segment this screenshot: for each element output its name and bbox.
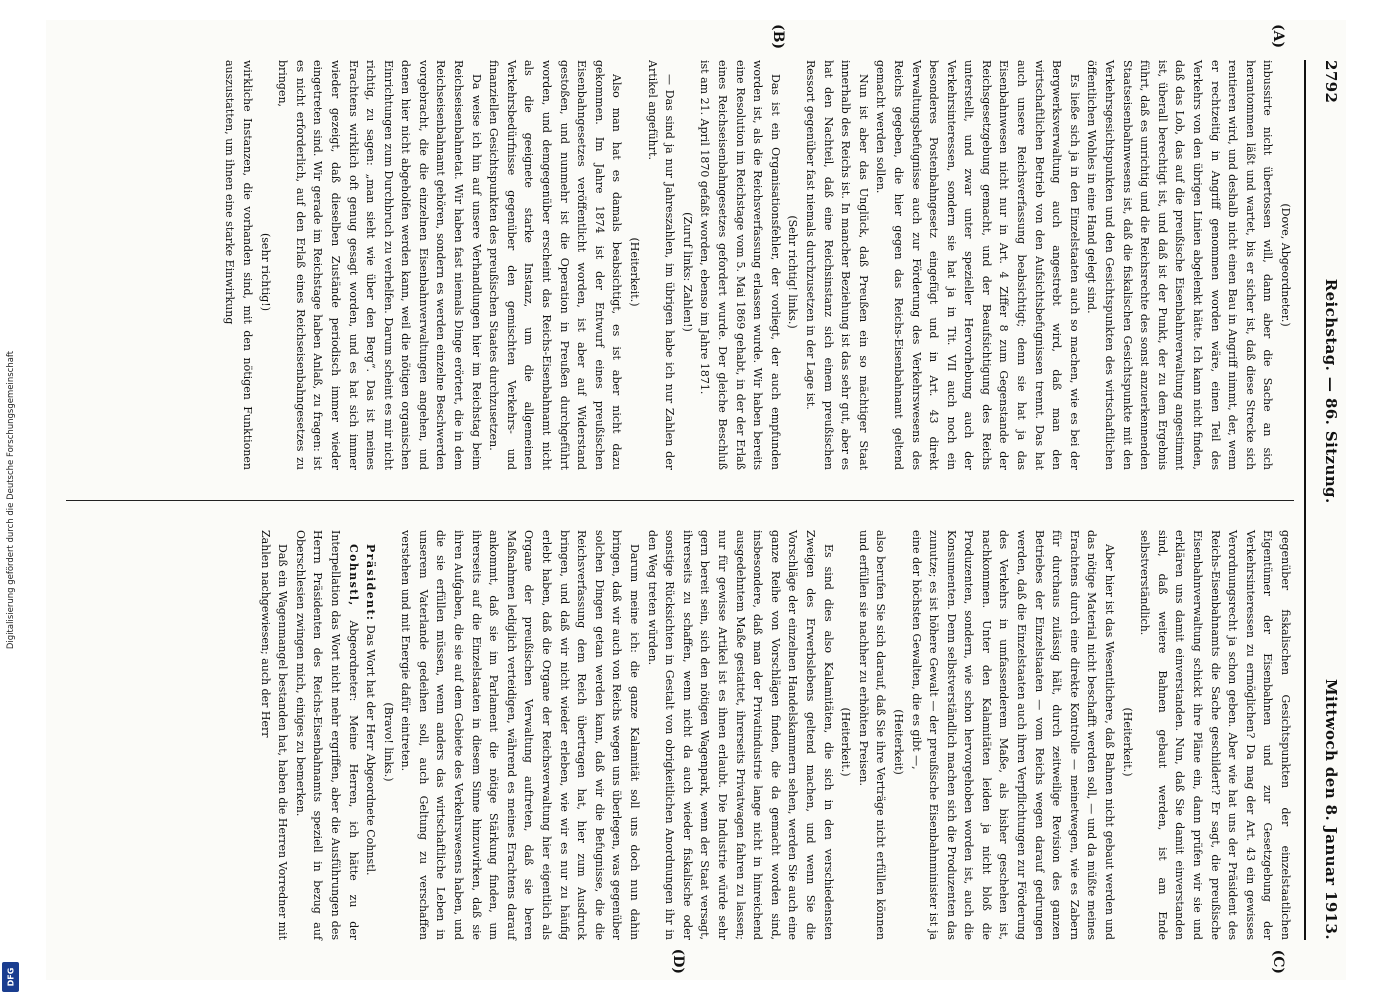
paragraph: — Das sind ja nur Jahreszahlen, im übrigen habe ich nur Zahlen der Artikel angeführt. [645, 60, 677, 470]
speech-paragraph [291, 530, 361, 940]
interjection: (Bravo! links.) [381, 702, 395, 782]
right-column [66, 530, 1294, 940]
interjection: (Heiterkeit) [891, 709, 905, 775]
interjection: (Heiterkeit.) [628, 237, 642, 307]
paragraph: Da weise ich hin auf unsere Verhandlungen hier im Reichstag beim Reichseisenbahnetat. Wir haben fast niemals Dinge erörtert, die in dem Reichseisenbahnamt gehören, sondern es werden einzelne Beschwerden vorgebracht, die die einzelnen Eisenbahnverwaltungen angehen, und denen hier nicht abgeholfen werden kann, weil die nötigen organischen Einrichtungen zum Durchbruch zu verhelfen. Darum scheint es mir nicht richtig, zu sagen: „man sieht wie über den Berg“. Das ist meines Erachtens wirklich oft genug gesagt worden, und es hat sich immer wieder gezeigt, daß dieselben Zustände periodisch immer wieder eingetreten sind. Wir gerade im Reichstage haben Anlaß, zu fragen: ist es nicht erforderlich, auf den Erlaß eines Reichseisenbahngesetzes zu bringen, [276, 60, 483, 470]
paragraph: Es ließe sich ja in den Einzelstaaten auch so machen, wie es bei der Bergwerksverwaltung auch angestrebt wird, daß man den wirtschaftlichen Betrieb von den Aufsichtsbefugnissen trennt. Das hat auch unsere Reichsverfassung beabsichtigt; denn sie hat ja das Eisenbahnwesen nicht nur in Art. 4 Ziffer 8 zum Gegenstande der Reichsgesetzgebung gemacht, und der Beaufsichtigung des Reichs unterstellt, und zwar unter spezieller Hervorhebung auch der Verkehrsinteressen, sondern sie hat ja in Tit. VII auch noch ein besonderes Postenbahngesetz eingefügt und in Art. 43 direkt Verwaltungsbefugnisse auch zur Förderung des Verkehrswesens des Reichs gegeben, die hier gegen das Reichs-Eisenbahnamt geltend gemacht werden sollen. [874, 60, 1081, 470]
speaker-name: Cohnstl, [346, 544, 360, 607]
president-remark [362, 530, 380, 940]
running-title: Reichstag. — 86. Sitzung. [1322, 278, 1340, 504]
paragraph: Aber hier ist das Wesentlichere, daß Bahnen nicht gebaut werden und das nötige Material nicht beschafft werden soll, — und da müßte meines Erachtens durch eine direkte Kontrolle — meinetwegen, wie es Zabern für durchaus zulässig hält, durch zeitweilige Revision des ganzen Betriebes der Einzelstaaten — vom Reichs wegen darauf gedrungen werden, daß die Einzelstaaten auch ihren Verpflichtungen zur Förderung des Verkehrs in umfassenderem Maße, als bisher geschehen ist, nachkommen. Unter den Kalamitäten leiden ja nicht bloß die Produzenten, sondern, wie schon hervorgehoben worden ist, auch die Konsumenten. Denn selbstverständlich machen sich die Produzenten das zunutze; es ist höhere Gewalt — der preußische Eisenbahnminister ist ja eine der höchsten Gewalten, die es gibt —, [909, 530, 1117, 940]
header-rule [1304, 60, 1306, 940]
margin-letter-c: (C) [1270, 949, 1286, 974]
paragraph: Es sind dies also Kalamitäten, die sich in den verschiedensten Zweigen des Erwerbslebens geltend machen, und wenn Sie die Vorschläge der einzelnen Handelskammern sehen, werden Sie auch eine ganze Reihe von Vorschlägen finden, die da gemacht worden sind, insbesondere, daß man der Privatindustrie lange nicht in hinreichend ausgedehntem Maße gestattet, ihrerseits Privatwagen fahren zu lassen; nur für gewisse Artikel ist es ihnen erlaubt. Die Industrie würde sehr gern bereit sein, sich den nötigen Wagenpark, wenn der Staat versagt, ihrerseits zu schaffen, wenn nicht da auch wieder fiskalische oder sonstige Rücksichten in Gestalt von obrigkeitlichen Anordnungen ihr in den Weg treten würden. [645, 530, 835, 940]
interjection: (sehr richtig!) [258, 233, 272, 311]
paragraph: also berufen Sie sich darauf, daß Sie ihre Verträge nicht erfüllen können und erfüllen sie nachher zu erhöhten Preisen. [856, 530, 888, 940]
speech-text: Das Wort hat der Herr Abgeordnete Cohnstl. [364, 624, 378, 876]
dfg-logo-icon [2, 962, 19, 992]
paragraph: Darum meine ich: die ganze Kalamität soll uns doch nun dahin bringen, daß wir auch von Reichs wegen uns überlegen, was gegenüber solchen Dingen getan werden kann, daß wir die Befugnisse, die die Reichsverfassung dem Reich übertragen hat, hier zum Ausdruck bringen, und daß wir nicht wieder erleben, wie wir es nur zu häufig erlebt haben, daß die Organe der Reichsverwaltung hier eigentlich als Organe der preußischen Verwaltung auftreten, daß sie beren Maßnahmen lediglich verteidigen, während es meines Erachtens darauf ankommt, daß sie im Parlament die nötige Stärkung finden, um ihrerseits auf die Einzelstaaten in diesem Sinne hinzuwirken, daß sie ihren Aufgaben, die sie auf dem Gebiete des Verkehrswesens haben, und die sie erfüllen müssen, wenn anders das wirtschaftliche Leben in unserem Vaterlande gedeihen soll, auch Geltung zu verschaffen verstehen und mit Energie dafür eintreten. [399, 530, 642, 940]
interjection: (Heiterkeit.) [839, 707, 853, 777]
paragraph: Daß ein Wagenmangel bestanden hat, haben die Herren Vorredner mit Zahlen nachgewiesen; auch der Herr [258, 530, 290, 940]
paragraph: gegenüber fiskalischen Gesichtspunkten der einzelstaatlichen Eigentümer der Eisenbahnen und zur Gesetzgebung der Verkehrsinteressen zu ermöglichen? Da mag der Art. 43 ein gewisses Verordnungsrecht ja schon geben. Aber wie hat uns der Präsident des Reichs-Eisenbahnamts die Sache geschildert? Er sagt, die preußische Eisenbahnverwaltung schickt ihre Pläne ein, dann prüfen wir sie und erklären uns damit einverstanden. Nun, daß Sie damit einverstanden sind, daß weitere Bahnen gebaut werden, ist am Ende selbstverständlich. [1138, 530, 1292, 940]
running-date: Mittwoch den 8. Januar 1913. [1322, 678, 1340, 940]
digitization-credit-strip [0, 0, 22, 1000]
interjection: (Zuruf links: Zahlen!) [680, 212, 694, 332]
left-column [66, 60, 1294, 470]
margin-letter-a: (A) [1270, 24, 1286, 49]
running-head [1310, 60, 1340, 940]
paragraph: Also man hat es damals beabsichtigt, es ist aber nicht dazu gekommen. Im Jahre 1874 ist der Entwurf eines preußischen Eisenbahngesetzes veröffentlicht worden, ist aber auf Widerstand gestoßen, und nunmehr ist die Operation in Preußen durchgeführt worden, und demgegenüber erscheint das Reichs-Eisenbahnamt nicht als die geeignete starke Instanz, um die allgemeinen Verkehrsbedürfnisse gegenüber den gemischten Verkehrs- und finanziellen Gesichtspunkten des preußischen Staates durchzusetzen. [487, 60, 624, 470]
interjection: (Sehr richtig! links.) [786, 215, 800, 329]
speaker-reference: (Dove, Abgeordneter.) [1279, 203, 1292, 327]
page-number: 2792 [1322, 60, 1340, 104]
dfg-logo-text: DFG [6, 967, 15, 987]
paragraph: Das ist ein Organisationsfehler, der vorliegt, der auch empfunden worden ist, als die Reichsverfassung erlassen wurde. Wir haben bereits eine Resolution im Reichstage vom 5. Mai 1869 gehabt, in der der Erlaß eines Reichseisenbahngesetzes gefordert wurde. Der gleiche Beschluß ist am 21. April 1870 gefaßt worden, ebenso im Jahre 1871. [698, 60, 782, 470]
speaker-label: Präsident: [364, 544, 378, 622]
document-page [46, 20, 1346, 980]
speech-text: Abgeordneter: Meine Herren, ich hätte zu der Interpellation das Wort nicht mehr ergriffen, aber die Ausführungen des Herrn Präsidenten des Reichs-Eisenbahnamts speziell in bezug auf Oberschlesien zwingen mich, einiges zu bemerken. [293, 530, 360, 941]
column-divider [66, 500, 1294, 501]
paragraph: Nun ist aber das Unglück, daß Preußen ein so mächtiger Staat innerhalb des Reichs ist. In mancher Beziehung ist das sehr gut, aber es hat den Nachteil, daß eine Reichsinstanz sich einem preußischen Ressort gegenüber fast niemals durchzusetzen in der Lage ist. [803, 60, 870, 470]
digitization-credit: Digitalisierung gefördert durch die Deutsche Forschungsgemeinschaft [6, 350, 16, 650]
interjection: (Heiterkeit.) [1120, 707, 1134, 777]
margin-letter-d: (D) [670, 948, 686, 974]
margin-letter-b: (B) [770, 24, 786, 50]
paragraph: inbussirte nicht übertossen will, dann aber die Sache an sich herantommen läßt und wartet, bis er sicher ist, daß diese Strecke sich rentieren wird, und deshalb nicht einen Bau in Angriff nimmt, der, wenn er rechtzeitig in Angriff genommen worden wäre, einen Teil des Verkehrs von den übrigen Linien abgelenkt hätte. Ich kann nicht finden, daß das Lob, das auf die preußische Eisenbahnverwaltung angestimmt ist, überall berechtigt ist, und daß ist der Punkt, der zu dem Ergebnis führt, daß es unrichtig und die Reichsrechte des sonst anzuerkennenden Staatseisenbahnwesens ist, daß die fiskalischen Gesichtspunkte mit den Verkehrsgesichtspunkten und den Gesichtspunkten des wirtschaftlichen öffentlichen Wohles in eine Hand gelegt sind. [1085, 60, 1275, 470]
paragraph: wirkliche Instanzen, die vorhanden sind, mit den nötigen Funktionen auszustatten, um ihnen eine starke Einwirkung [223, 60, 254, 470]
